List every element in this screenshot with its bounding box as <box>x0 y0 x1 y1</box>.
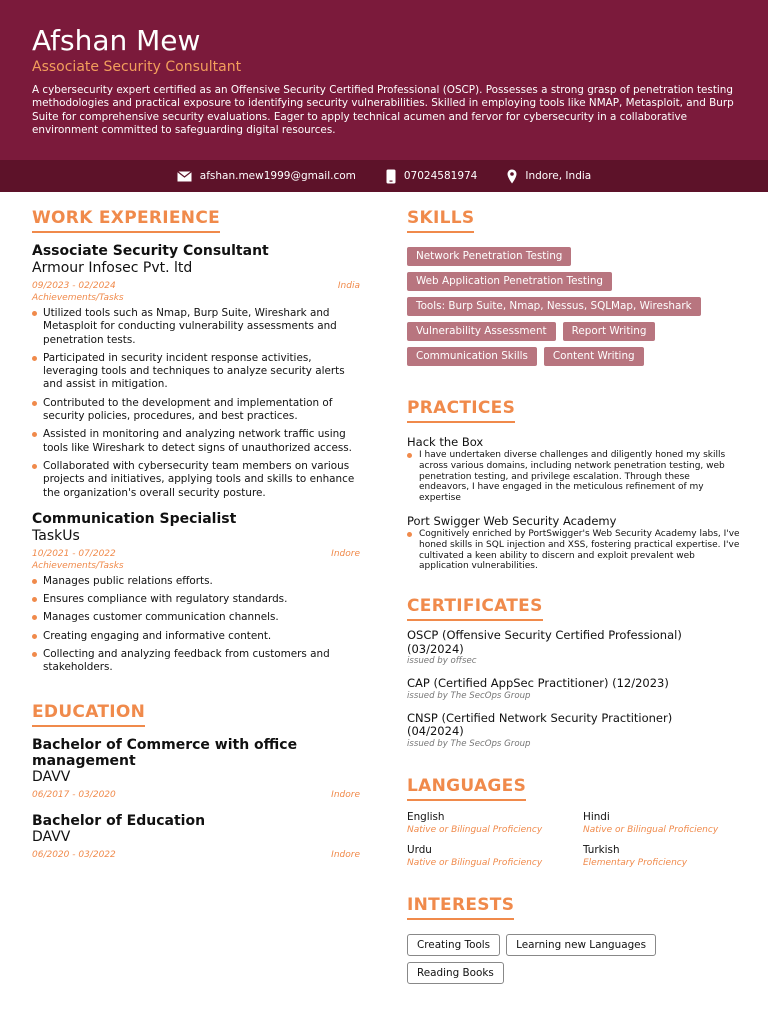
education-meta <box>32 850 360 861</box>
job-bullet: Manages public relations efforts. <box>32 575 360 588</box>
education-entry <box>32 813 360 861</box>
left-column <box>32 208 360 861</box>
person-role: Associate Security Consultant <box>32 59 242 75</box>
achievements-label: Achievements/Tasks <box>32 560 124 571</box>
certificate-entry <box>407 629 740 667</box>
contact-email[interactable] <box>177 170 356 182</box>
skills-heading: SKILLS <box>407 208 474 233</box>
work-experience-heading: WORK EXPERIENCE <box>32 208 220 233</box>
certificate-title: CAP (Certified AppSec Practitioner) (12/2023) <box>407 676 669 691</box>
language-level: Elementary Proficiency <box>583 857 688 868</box>
skills-list <box>407 247 727 366</box>
job-company: TaskUs <box>32 527 80 544</box>
location-pin-icon <box>507 169 517 184</box>
job-bullet: Participated in security incident response activities, leveraging tools and techniques to analyze security alerts and assist in mitigation. <box>32 352 360 392</box>
job-bullet: Assisted in monitoring and analyzing network traffic using tools like Wireshark to detect signs of unauthorized access. <box>32 428 360 455</box>
skill-tag: Report Writing <box>563 322 656 341</box>
language-name: Hindi <box>583 810 610 823</box>
practice-title: Hack the Box <box>407 435 484 449</box>
language-entry <box>583 844 740 869</box>
interests-heading: INTERESTS <box>407 895 514 920</box>
job-bullets <box>32 307 360 500</box>
education-location: Indore <box>331 789 360 800</box>
job-bullet: Manages customer communication channels. <box>32 611 360 624</box>
certificate-entry <box>407 712 740 750</box>
certificate-issuer: issued by The SecOps Group <box>407 738 531 749</box>
job-location: Indore <box>331 548 360 559</box>
interest-tag: Reading Books <box>407 962 504 984</box>
job-dates: 10/2021 - 07/2022 <box>32 548 116 559</box>
education-heading: EDUCATION <box>32 702 145 727</box>
practices-heading: PRACTICES <box>407 398 515 423</box>
language-name: English <box>407 810 445 823</box>
education-dates: 06/2017 - 03/2020 <box>32 789 116 800</box>
languages-list <box>407 811 740 869</box>
degree-title: Bachelor of Education <box>32 812 206 829</box>
phone-text: 07024581974 <box>403 170 478 182</box>
email-icon <box>177 171 192 182</box>
job-company: Armour Infosec Pvt. ltd <box>32 260 193 276</box>
education-location: Indore <box>331 849 360 860</box>
certificate-issuer: issued by The SecOps Group <box>407 690 531 701</box>
job-bullet: Utilized tools such as Nmap, Burp Suite, Wireshark and Metasploit for conducting vulnerability assessments and penetration tests. <box>32 307 360 347</box>
email-text: afshan.mew1999@gmail.com <box>199 170 356 182</box>
contact-bar <box>0 160 768 192</box>
language-entry <box>407 811 583 836</box>
contact-phone[interactable] <box>386 169 478 184</box>
job-bullet: Ensures compliance with regulatory standards. <box>32 593 360 606</box>
job-bullet: Contributed to the development and implementation of security policies, procedures, and best practices. <box>32 397 360 424</box>
skill-tag: Tools: Burp Suite, Nmap, Nessus, SQLMap, Wireshark <box>407 297 701 316</box>
skill-tag: Communication Skills <box>407 347 537 366</box>
phone-icon <box>386 169 396 184</box>
language-level: Native or Bilingual Proficiency <box>583 824 719 835</box>
contact-location <box>507 169 591 184</box>
job-bullets <box>32 575 360 675</box>
skill-tag: Web Application Penetration Testing <box>407 272 612 291</box>
school-name: DAVV <box>32 828 71 845</box>
job-meta <box>32 281 360 292</box>
job-bullet: Creating engaging and informative content. <box>32 630 360 643</box>
certificate-issuer: issued by offsec <box>407 656 477 667</box>
job-title: Associate Security Consultant <box>32 243 269 259</box>
achievements-label: Achievements/Tasks <box>32 293 124 303</box>
languages-heading: LANGUAGES <box>407 776 526 801</box>
job-bullet: Collecting and analyzing feedback from customers and stakeholders. <box>32 648 360 675</box>
practice-title: Port Swigger Web Security Academy <box>407 513 617 528</box>
language-entry <box>583 811 740 836</box>
job-entry <box>32 243 360 500</box>
certificates-heading: CERTIFICATES <box>407 596 543 621</box>
right-column <box>407 208 740 984</box>
interest-tag: Creating Tools <box>407 934 500 956</box>
location-text: Indore, India <box>525 170 592 182</box>
job-title: Communication Specialist <box>32 510 237 527</box>
job-meta <box>32 549 360 560</box>
degree-title: Bachelor of Commerce with office management <box>32 736 298 769</box>
person-name: Afshan Mew <box>32 24 201 57</box>
resume-header <box>0 0 768 160</box>
job-location: India <box>337 281 360 291</box>
job-bullet: Collaborated with cybersecurity team members on various projects and initiatives, applying tools and skills to enhance the organization's overall security posture. <box>32 460 360 500</box>
certificate-title: OSCP (Offensive Security Certified Professional) (03/2024) <box>407 628 682 656</box>
language-level: Native or Bilingual Proficiency <box>407 824 543 835</box>
practice-entry <box>407 514 740 572</box>
interest-tag: Learning new Languages <box>506 934 656 956</box>
language-name: Urdu <box>407 843 432 856</box>
education-dates: 06/2020 - 03/2022 <box>32 849 116 860</box>
practice-description: Cognitively enriched by PortSwigger's Web Security Academy labs, I've honed skills in SQL injection and XSS, fostering practical expertise. I've cultivated a keen ability to discern and exploit prevalent web application vulnerabilities. <box>407 529 740 572</box>
language-level: Native or Bilingual Proficiency <box>407 857 543 868</box>
school-name: DAVV <box>32 768 71 785</box>
job-entry <box>32 511 360 675</box>
skill-tag: Network Penetration Testing <box>407 247 571 266</box>
practice-entry <box>407 435 740 504</box>
job-dates: 09/2023 - 02/2024 <box>32 281 116 291</box>
certificate-entry <box>407 677 740 702</box>
language-entry <box>407 844 583 869</box>
skill-tag: Content Writing <box>544 347 644 366</box>
education-meta <box>32 790 360 801</box>
interests-list <box>407 934 707 984</box>
skill-tag: Vulnerability Assessment <box>407 322 556 341</box>
practice-description: I have undertaken diverse challenges and diligently honed my skills across various domains, including network penetration testing, web penetration testing, and privilege escalation. Through these endeavors, I have engaged in the meticulous refinement of my expertise <box>407 450 740 504</box>
summary-text: A cybersecurity expert certified as an Offensive Security Certified Professional (OSCP). Possesses a strong grasp of penetration testing methodologies and practical exposure to identifying security vulnerabilities. Skilled in employing tools like NMAP, Metasploit, and Burp Suite for comprehensive security evaluations. Eager to apply technical acumen and fervor for cybersecurity in a collaborative environment committed to safeguarding digital resources. <box>32 84 734 137</box>
certificate-title: CNSP (Certified Network Security Practitioner) (04/2024) <box>407 710 673 739</box>
language-name: Turkish <box>583 843 620 856</box>
education-entry <box>32 737 360 801</box>
